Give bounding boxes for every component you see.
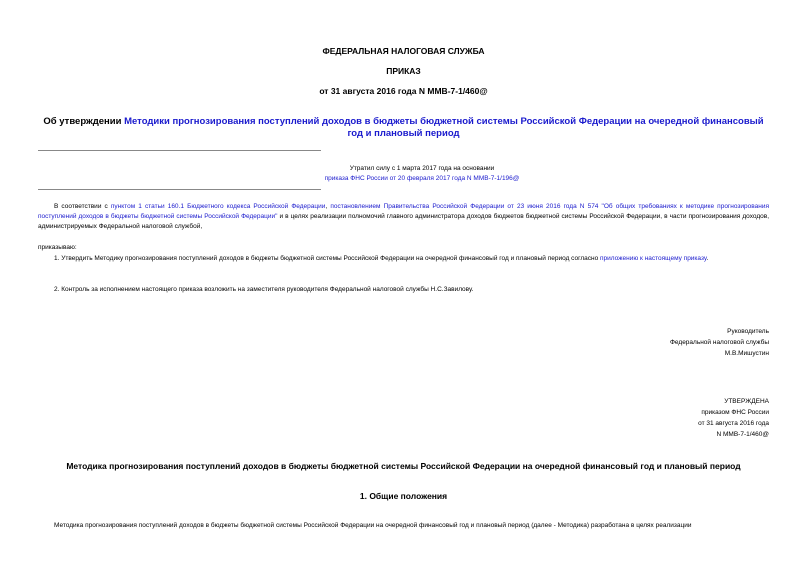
- agency-heading: ФЕДЕРАЛЬНАЯ НАЛОГОВАЯ СЛУЖБА: [322, 46, 485, 56]
- item1-text: 1. Утвердить Методику прогнозирования поступлений доходов в бюджеты бюджетной системы Российской Федерации на очередной финансовый год и плановый период согласно: [54, 255, 600, 262]
- separator-top: [38, 150, 321, 151]
- approval-order: приказом ФНС России: [701, 409, 769, 416]
- document-title: [40, 116, 767, 140]
- budget-code-link[interactable]: пунктом 1 статьи 160.1 Бюджетного кодекса Российской Федерации: [110, 203, 326, 210]
- doc-type-heading: ПРИКАЗ: [386, 66, 421, 76]
- item1-end: .: [706, 255, 709, 262]
- methodology-title: Методика прогнозирования поступлений доходов в бюджеты бюджетной системы Российской Федерации на очередной финансовый год и плановый период: [66, 461, 741, 471]
- approval-date: от 31 августа 2016 года: [698, 420, 769, 427]
- preamble-text-2: ,: [325, 203, 331, 210]
- approval-stamp: УТВЕРЖДЕНА: [724, 398, 769, 405]
- appendix-link[interactable]: приложению к настоящему приказу: [600, 255, 707, 262]
- approval-block: [469, 396, 769, 440]
- preamble-paragraph: [38, 202, 769, 232]
- separator-bottom: [38, 189, 321, 190]
- signature-name: М.В.Мишустин: [724, 350, 769, 357]
- order-item-1: [38, 254, 769, 264]
- validity-notice: [272, 164, 572, 184]
- signature-agency: Федеральной налоговой службы: [669, 339, 769, 346]
- preamble-text-1: В соответствии с: [54, 203, 111, 210]
- signature-title: Руководитель: [727, 328, 769, 335]
- government-resolution-link[interactable]: постановлением Правительства Российской Федерации от 23 июня 2016 года N 574 "Об общих требованиях к методике прогнозирования поступлений доходов в бюджеты бюджетной системы Российской Федерации": [38, 203, 770, 220]
- date-number-heading: от 31 августа 2016 года N ММВ-7-1/460@: [319, 86, 488, 96]
- notice-text: Утратил силу с 1 марта 2017 года на основании: [349, 165, 495, 172]
- order-item-2: 2. Контроль за исполнением настоящего приказа возложить на заместителя руководителя Федеральной налоговой службы Н.С.Завилову.: [54, 286, 474, 293]
- signature-block: [469, 326, 769, 359]
- methodology-link[interactable]: Методики прогнозирования поступлений доходов в бюджеты бюджетной системы Российской Федерации на очередной финансовый год и плановый период: [124, 116, 764, 139]
- section-1-title: 1. Общие положения: [359, 491, 448, 501]
- repeal-order-link[interactable]: приказа ФНС России от 20 февраля 2017 года N ММВ-7-1/196@: [324, 175, 520, 182]
- section-1-paragraph: Методика прогнозирования поступлений доходов в бюджеты бюджетной системы Российской Федерации на очередной финансовый год и плановый период (далее - Методика) разработана в целях реализации: [54, 522, 692, 529]
- title-prefix: Об утверждении: [43, 116, 125, 127]
- order-word: приказываю:: [38, 244, 77, 251]
- approval-number: N ММВ-7-1/460@: [716, 431, 769, 438]
- preamble-text-3: и в целях реализации полномочий главного администратора доходов бюджетов бюджетной системы Российской Федерации, в части прогнозирования доходов, администрируемых Федеральной налоговой службой,: [38, 213, 770, 230]
